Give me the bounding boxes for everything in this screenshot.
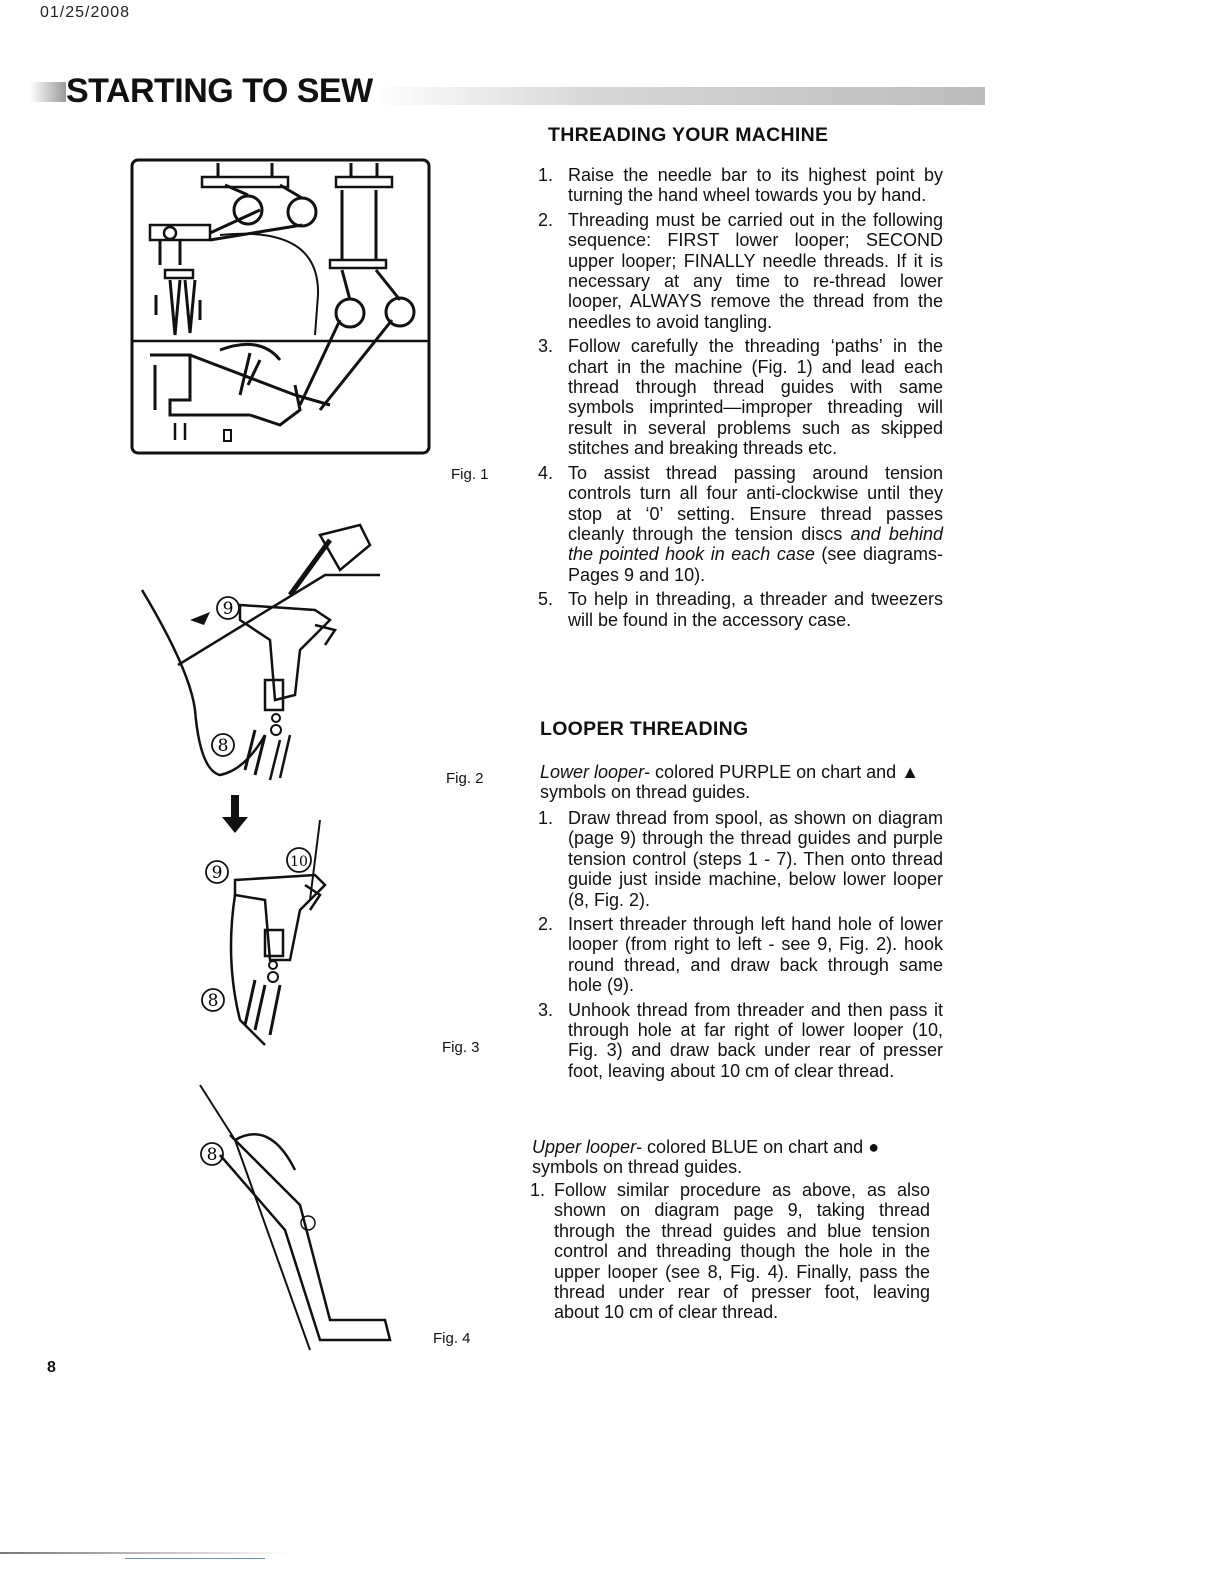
- date-stamp: 01/25/2008: [40, 4, 131, 21]
- list-item: 1. Draw thread from spool, as shown on diagram (page 9) through the thread guides and purple tension control (steps 1 - 7). Then onto thread guide just inside machine, below lower looper (8, Fig. 2).: [538, 808, 943, 910]
- list-item: 2. Insert threader through left hand hole of lower looper (from right to left - see 9, Fig. 2). hook round thread, and draw back through same hole (9).: [538, 914, 943, 996]
- page-number: 8: [47, 1359, 56, 1376]
- fig3-callout-9: 9: [211, 863, 223, 883]
- fig4-upper-looper: [190, 1080, 400, 1355]
- fig3-lower-looper-hole: [195, 820, 335, 1050]
- page-title: STARTING TO SEW: [66, 72, 373, 110]
- upper-looper-list: [530, 1180, 930, 1327]
- fig3-callout-10: 10: [290, 854, 308, 870]
- header-fade-right: [368, 87, 985, 105]
- emphasis-text: and behind the pointed hook in each case: [568, 523, 943, 565]
- fig2-lower-looper-threader: [140, 520, 400, 790]
- fig4-callout-8: 8: [206, 1145, 218, 1165]
- list-item: 2. Threading must be carried out in the following sequence: FIRST lower looper; SECOND upper looper; FINALLY needle threads. If it is necessary at any time to re-thread lower looper, ALWAYS remove the thread from the needles to avoid tangling.: [538, 209, 943, 332]
- fig3-callout-8: 8: [207, 991, 219, 1011]
- fig4-label: Fig. 4: [433, 1330, 471, 1347]
- fig2-label: Fig. 2: [446, 770, 484, 787]
- fig2-callout-9: 9: [222, 599, 234, 619]
- threading-heading: THREADING YOUR MACHINE: [548, 124, 829, 146]
- fig1-threading-chart: [130, 155, 432, 457]
- list-item: 5. To help in threading, a threader and tweezers will be found in the accessory case.: [538, 589, 943, 630]
- fig3-label: Fig. 3: [442, 1039, 480, 1056]
- footer-link-line: [125, 1558, 265, 1559]
- footer-divider: [0, 1552, 290, 1554]
- list-item: 1. Raise the needle bar to its highest point by turning the hand wheel towards you by hand.: [538, 165, 943, 206]
- list-item: 1. Follow similar procedure as above, as also shown on diagram page 9, taking thread through the thread guides and blue tension control and threading though the hole in the upper looper (see 8, Fig. 4). Finally, pass the thread under rear of presser foot, leaving about 10 cm of clear thread.: [530, 1180, 930, 1323]
- lower-looper-list: [538, 808, 943, 1085]
- threading-list: [538, 165, 943, 634]
- list-item: 3. Unhook thread from threader and then pass it through hole at far right of lower looper (10, Fig. 3) and draw back under rear of presser foot, leaving about 10 cm of clear thread.: [538, 999, 943, 1081]
- header-fade-left: [30, 82, 66, 102]
- fig1-label: Fig. 1: [451, 466, 489, 483]
- lower-looper-intro: Lower looper- colored PURPLE on chart and ▲ symbols on thread guides.: [540, 762, 920, 803]
- upper-looper-intro: Upper looper- colored BLUE on chart and ● symbols on thread guides.: [532, 1137, 880, 1178]
- looper-heading: LOOPER THREADING: [540, 718, 749, 740]
- fig2-callout-8: 8: [217, 736, 229, 756]
- list-item: 4. To assist thread passing around tension controls turn all four anti-clockwise until they stop at ‘0’ setting. Ensure thread passes cleanly through the tension discs and behind the pointed hook in each case (see diagrams-Pages 9 and 10).: [538, 462, 943, 585]
- list-item: 3. Follow carefully the threading ‘paths’ in the chart in the machine (Fig. 1) and lead each thread through thread guides with same symbols imprinted—improper threading will result in several problems such as skipped stitches and breaking threads etc.: [538, 336, 943, 459]
